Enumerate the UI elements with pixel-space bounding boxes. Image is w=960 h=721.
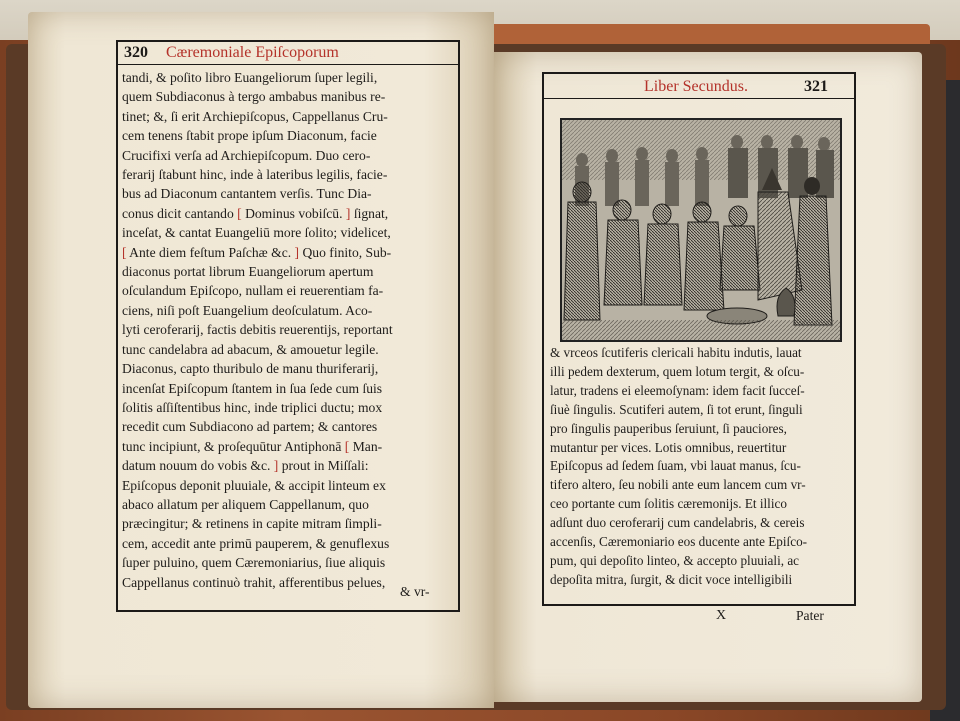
text-line: abaco allatum per aliquem Cappellanum, quo: [122, 496, 369, 512]
text-line: ciens, niſi poſt Euangelium deoſculatum. Aco-: [122, 302, 373, 318]
left-body-text: [122, 68, 456, 598]
right-page-number: 321: [804, 78, 828, 95]
text-line: tunc incipiunt, & proſequūtur Antiphonā [ Man-: [122, 438, 383, 454]
right-body-text: [550, 344, 850, 600]
text-line: Epiſcopus deponit pluuiale, & accipit linteum ex: [122, 477, 386, 493]
text-line: ceo portante cum ſolitis cæremonijs. Et illico: [550, 496, 787, 512]
text-line: latur, tradens ei eleemoſynam: idem facit ſucceſ-: [550, 382, 805, 398]
text-line: præcingitur; & retinens in capite mitram ſimpli-: [122, 516, 382, 532]
text-line: quem Subdiaconus à tergo ambabus manibus re-: [122, 89, 386, 105]
text-line: tandi, & poſito libro Euangeliorum ſuper legili,: [122, 70, 378, 85]
text-line: tunc candelabra ad abacum, & amouetur legile.: [122, 341, 379, 357]
text-line: oſculandum Epiſcopo, nullam ei reuerentiam fa-: [122, 283, 384, 299]
left-page: [28, 12, 494, 708]
text-line: tifero altero, ſeu nobili ante eum lancem cum vr-: [550, 477, 806, 493]
left-text-frame: [116, 40, 460, 612]
left-page-number: 320: [124, 44, 148, 61]
text-line: accenſis, Cæremoniario eos ducente ante Epiſco-: [550, 534, 808, 550]
text-line: Diaconus, capto thuribulo de manu thuriferarij,: [122, 361, 379, 377]
signature-mark: X: [716, 608, 727, 623]
text-line: conus dicit cantando [ Dominus vobiſcū. ] ſignat,: [122, 205, 389, 221]
text-line: [ Ante diem feſtum Paſchæ &c. ] Quo finito, Sub-: [122, 244, 392, 260]
text-line: ſiuè ſingulis. Scutiferi autem, ſi tot erunt, ſinguli: [550, 401, 803, 417]
text-line: pum, qui depoſito linteo, & accepto pluuiali, ac: [550, 552, 800, 568]
left-running-head: Cæremoniale Epiſcoporum: [166, 44, 339, 61]
text-line: ſolitis aſſiſtentibus hinc, inde triplici ductu; mox: [122, 399, 383, 415]
text-line: depoſita mitra, ſurgit, & dicit voce intelligibili: [550, 571, 793, 587]
right-running-head: Liber Secundus.: [644, 78, 748, 95]
text-line: Epiſcopus ad ſedem ſuam, vbi lauat manus, ſcu-: [550, 458, 801, 474]
text-line: lyti ceroferarij, factis debitis reuerentijs, reportant: [122, 322, 393, 338]
right-text-frame: [542, 72, 856, 606]
right-page: [494, 52, 922, 702]
text-line: incenſat Epiſcopum ſtantem in ſua ſede cum ſuis: [122, 380, 383, 396]
left-head-rule: [118, 64, 458, 65]
text-line: adſunt duo ceroferarij cum candelabris, & cereis: [550, 515, 805, 531]
right-head-rule: [544, 98, 854, 99]
text-line: datum nouum do vobis &c. ] prout in Miſſali:: [122, 458, 369, 474]
text-line: illi pedem dexterum, quem lotum tergit, & oſcu-: [550, 363, 805, 379]
text-line: mutantur per vices. Lotis omnibus, reuertitur: [550, 439, 787, 455]
text-line: cem, accedit ante primū pauperem, & genuflexus: [122, 535, 390, 551]
left-catchword: & vr-: [400, 584, 430, 599]
text-line: tinet; &, ſi erit Archiepiſcopus, Cappellanus Cru-: [122, 108, 388, 124]
text-line: Crucifixi verſa ad Archiepiſcopum. Duo cero-: [122, 147, 371, 163]
text-line: ferarij ſtabunt hinc, inde à lateribus legilis, facie-: [122, 167, 388, 183]
text-line: & vrceos ſcutiferis clericali habitu indutis, lauat: [550, 345, 802, 360]
engraving-washing-of-feet: [560, 118, 842, 342]
text-line: inceſat, & cantat Euangeliū more ſolito; videlicet,: [122, 225, 391, 241]
text-line: Cappellanus continuò trahit, afferentibus pelues,: [122, 574, 386, 590]
engraving-illustration: [562, 120, 840, 340]
text-line: pro ſingulis pauperibus ſeruiunt, ſi pauciores,: [550, 420, 787, 436]
text-line: diaconus portat librum Euangeliorum apertum: [122, 264, 374, 280]
text-line: bus ad Diaconum cantantem verſis. Tunc Dia-: [122, 186, 372, 202]
text-line: cem tenens ſtabit prope ipſum Diaconum, facie: [122, 128, 377, 144]
text-line: recedit cum Subdiacono ad partem; & cantores: [122, 419, 378, 435]
right-catchword: Pater: [796, 608, 824, 623]
text-line: ſuper puluino, quem Cæremoniarius, ſiue aliquis: [122, 555, 386, 571]
